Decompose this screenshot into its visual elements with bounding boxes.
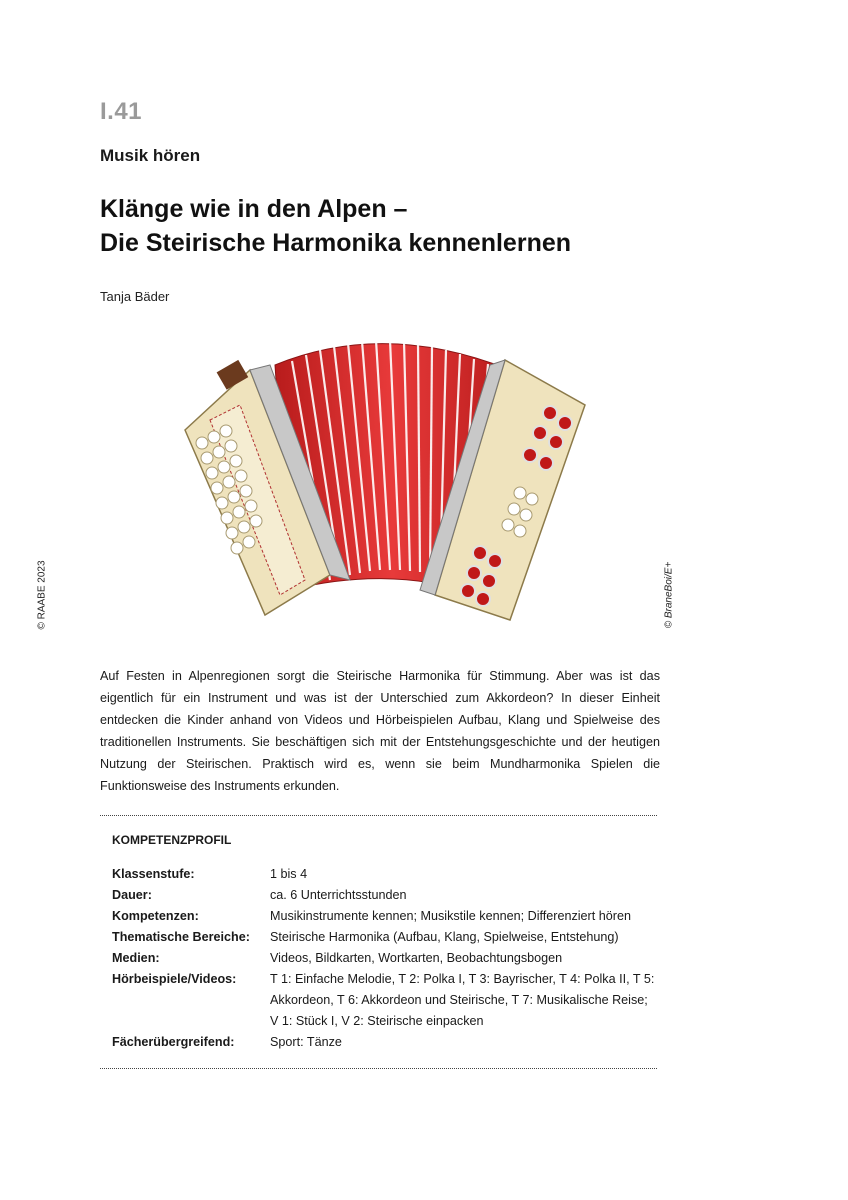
profile-label: Klassenstufe:	[112, 867, 195, 881]
profile-heading: KOMPETENZPROFIL	[112, 833, 232, 847]
profile-label: Medien:	[112, 951, 160, 965]
copyright-photo: © BraneBoi/E+	[663, 561, 675, 629]
copyright-publisher: © RAABE 2023	[36, 560, 48, 630]
profile-value: ca. 6 Unterrichtsstunden	[270, 888, 407, 902]
profile-value: 1 bis 4	[270, 867, 308, 881]
title-line-1: Klänge wie in den Alpen –	[100, 195, 408, 223]
divider-top	[100, 815, 657, 816]
profile-row	[112, 948, 672, 969]
profile-row	[112, 927, 672, 948]
divider-bottom	[100, 1068, 657, 1069]
profile-value: Videos, Bildkarten, Wortkarten, Beobachtungsbogen	[270, 951, 563, 965]
accordion-image	[180, 325, 590, 625]
chapter-number: I.41	[100, 98, 143, 125]
section-label: Musik hören	[100, 146, 201, 165]
profile-row	[112, 906, 672, 927]
competence-profile	[112, 833, 672, 1053]
profile-label: Thematische Bereiche:	[112, 930, 250, 944]
title-line-2: Die Steirische Harmonika kennenlernen	[100, 229, 572, 257]
profile-value: Musikinstrumente kennen; Musikstile kennen; Differenziert hören	[270, 909, 631, 923]
profile-row	[112, 885, 672, 906]
profile-label: Kompetenzen:	[112, 909, 199, 923]
profile-row	[112, 1032, 672, 1053]
profile-value: Steirische Harmonika (Aufbau, Klang, Spielweise, Entstehung)	[270, 930, 619, 944]
profile-value: Sport: Tänze	[270, 1035, 342, 1049]
profile-label: Fächerübergreifend:	[112, 1035, 235, 1049]
intro-text: Auf Festen in Alpenregionen sorgt die Steirische Harmonika für Stimmung. Aber was ist das eigentlich für ein Instrument und was ist der Unterschied zum Akkordeon? In dieser Einheit entdecken die Kinder anhand von Videos und Hörbeispielen Aufbau, Klang und Spielweise des traditionellen Instruments. Sie beschäftigen sich mit der Entstehungsgeschichte und der heutigen Nutzung der Steirischen. Praktisch wird es, wenn sie beim Mundharmonika Spielen die Funktionsweise des Instruments erkunden.	[100, 669, 660, 793]
author: Tanja Bäder	[100, 289, 170, 304]
page-title	[100, 192, 571, 260]
profile-row	[112, 864, 672, 885]
profile-value: T 1: Einfache Melodie, T 2: Polka I, T 3: Bayrischer, T 4: Polka II, T 5: Akkordeon, T 6: Akkordeon und Steirische, T 7: Musikalische Reise; V 1: Stück I, V 2: Steirische einpacken	[270, 972, 655, 1028]
profile-label: Hörbeispiele/Videos:	[112, 972, 237, 986]
profile-label: Dauer:	[112, 888, 152, 902]
profile-row	[112, 969, 672, 1032]
